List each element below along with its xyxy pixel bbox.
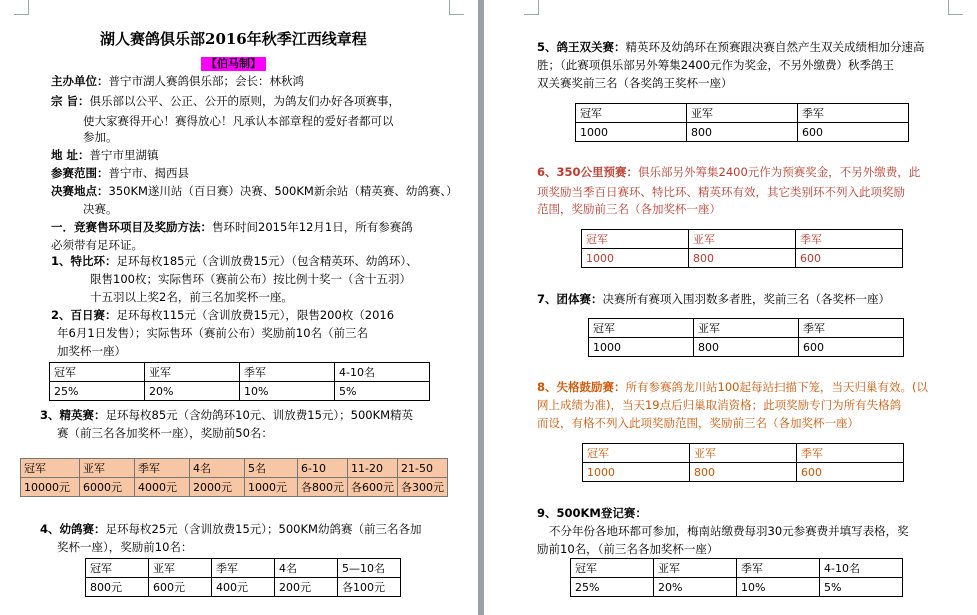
field-text: 加奖杯一座） (57, 344, 126, 358)
table-header-cell: 季军 (240, 363, 335, 382)
table-row (576, 123, 909, 142)
table-cell: 600 (797, 463, 904, 482)
table-row (86, 578, 401, 597)
text-line (549, 522, 909, 540)
table-header-cell: 亚军 (687, 104, 798, 123)
field-text: 精英环及幼鸽环在预赛跟决赛自然产生双关成绩相加分速高 (625, 40, 925, 54)
field-text: 售环时间2015年12月1日，所有参赛鸽 (212, 220, 413, 234)
field-label: 5、鸽王双关赛： (537, 40, 626, 54)
table-row (582, 230, 903, 249)
text-line (57, 424, 273, 442)
field-text: 十五羽以上奖2名，前三名加奖杯一座。 (90, 290, 293, 304)
table-cell: 20% (145, 382, 240, 401)
field-text: 而设，有格不列入此项奖励范围，奖励前三名（各加奖杯一座） (537, 416, 859, 430)
field-text: 胜；（此赛项俱乐部另外筹集2400元作为奖金，不另外缴费）秋季鸽王 (537, 58, 895, 72)
field-text: 使大家赛得开心！赛得放心！凡承认本部章程的爱好者都可以 (83, 114, 394, 128)
text-line (537, 414, 859, 432)
field-label: 7、团体赛： (537, 292, 603, 306)
table-row (582, 249, 903, 268)
field-text: 不分年份各地环都可参加，梅南站缴费每羽30元参赛费并填写表格，奖 (549, 524, 909, 538)
table-cell: 10% (737, 578, 820, 597)
text-line (40, 520, 421, 538)
text-line (90, 270, 411, 288)
table-header-cell: 4名 (190, 459, 245, 478)
table-header-cell: 4-10名 (820, 559, 903, 578)
field-text: 俱乐部以公平、公正、公开的原则，为鸽友们办好各项赛事， (89, 94, 401, 108)
field-label: 1、特比环： (51, 254, 117, 268)
field-label: 决赛地点： (51, 184, 109, 198)
field-text: 奖杯一座），奖励前10名： (57, 540, 193, 554)
table-cell: 10% (240, 382, 335, 401)
field-text: 决赛所有赛项入围羽数多者胜，奖前三名（各奖杯一座） (602, 292, 891, 306)
table-cell: 各100元 (338, 578, 401, 597)
table-header-cell: 11-20 (348, 459, 398, 478)
field-text: 赛（前三名各加奖杯一座），奖励前50名： (57, 426, 273, 440)
field-text: 励前10名，（前三名各加奖杯一座） (537, 542, 719, 556)
table-header-cell: 季军 (737, 559, 820, 578)
table-header-cell: 季军 (799, 319, 904, 338)
text-line (51, 218, 413, 236)
field-label: 3、精英赛： (40, 408, 106, 422)
field-text: 参加。 (83, 130, 118, 144)
field-text: 项奖励当季百日赛环、特比环、精英环有效，其它类别环不列入此项奖励 (537, 185, 905, 199)
table-header-cell: 5名 (245, 459, 298, 478)
table-cell: 1000元 (245, 478, 298, 497)
text-line (537, 540, 718, 558)
text-line (537, 163, 920, 181)
table-row (583, 444, 904, 463)
prize-table-fail-encourage (582, 443, 904, 482)
table-cell: 800 (687, 123, 798, 142)
text-line (51, 164, 189, 182)
table-row (589, 319, 904, 338)
text-line (537, 183, 905, 201)
table-header-cell: 冠军 (21, 459, 80, 478)
table-cell: 2000元 (190, 478, 245, 497)
table-cell: 5% (820, 578, 903, 597)
table-header-cell: 4名 (275, 559, 338, 578)
field-text: 普宁市里湖镇 (89, 148, 159, 162)
table-cell: 6000元 (80, 478, 135, 497)
table-cell: 各600元 (348, 478, 398, 497)
table-row (589, 338, 904, 357)
table-cell: 1000 (589, 338, 694, 357)
table-header-cell: 亚军 (149, 559, 212, 578)
table-header-cell: 冠军 (50, 363, 145, 382)
text-line (57, 324, 368, 342)
text-line (537, 56, 894, 74)
text-line (83, 112, 394, 130)
field-text: 所有参赛鸽龙川站100起每站扫描下笼，当天归巢有效。(以 (625, 380, 928, 394)
table-cell: 600 (796, 249, 903, 268)
field-label: 宗 旨： (51, 94, 90, 108)
table-row (50, 382, 430, 401)
table-cell: 各300元 (398, 478, 448, 497)
field-label: 主办单位： (51, 74, 109, 88)
field-label: 9、500KM登记赛： (537, 506, 647, 520)
page-corner-mark (948, 0, 963, 15)
field-text: 网上成绩为准)，当天19点后归巢取消资格；此项奖励专门为所有失格鸽 (537, 398, 902, 412)
table-header-cell: 亚军 (694, 319, 799, 338)
field-text: 普宁市、揭西县 (108, 166, 189, 180)
field-text: 双关赛奖前三名（各奖鸽王奖杯一座） (537, 76, 733, 90)
field-label: 2、百日赛： (51, 308, 117, 322)
text-line (537, 378, 928, 396)
text-line (51, 146, 159, 164)
table-cell: 各800元 (298, 478, 348, 497)
table-header-cell: 亚军 (689, 230, 796, 249)
table-header-cell: 冠军 (571, 559, 654, 578)
table-header-cell: 冠军 (582, 230, 689, 249)
field-label: 8、失格鼓励赛： (537, 380, 626, 394)
table-row (576, 104, 909, 123)
table-header-cell: 冠军 (576, 104, 687, 123)
text-line (51, 92, 400, 110)
table-header-cell: 亚军 (145, 363, 240, 382)
table-header-cell: 亚军 (690, 444, 797, 463)
field-label: 参赛范围： (51, 166, 109, 180)
table-header-cell: 季军 (212, 559, 275, 578)
field-text: 足环每枚25元（含训放费15元）；500KM幼鸽赛（前三名各加 (105, 522, 422, 536)
table-header-cell: 季军 (796, 230, 903, 249)
field-text: 范围，奖励前三名（各加奖杯一座） (537, 202, 721, 216)
text-line (537, 290, 890, 308)
table-cell: 600元 (149, 578, 212, 597)
field-text: 年6月1日发售）；实际售环（赛前公布）奖励前10名（前三名 (57, 326, 369, 340)
field-text: 普宁市湖人赛鸽俱乐部；会长：林秋鸿 (108, 74, 304, 88)
table-row (21, 478, 448, 497)
text-line (90, 288, 293, 306)
text-line (57, 538, 192, 556)
text-line (51, 72, 304, 90)
table-cell: 1000 (576, 123, 687, 142)
table-cell: 600 (799, 338, 904, 357)
field-text: 350KM遂川站（百日赛）决赛、500KM新余站（精英赛、幼鸽赛、） (108, 184, 458, 198)
table-cell: 25% (571, 578, 654, 597)
text-line (40, 406, 413, 424)
table-header-cell: 亚军 (654, 559, 737, 578)
table-header-cell: 冠军 (583, 444, 690, 463)
table-header-cell: 5—10名 (338, 559, 401, 578)
field-label: 6、350公里预赛： (537, 165, 639, 179)
table-row (21, 459, 448, 478)
table-cell: 400元 (212, 578, 275, 597)
text-line (51, 252, 418, 270)
table-cell: 800 (694, 338, 799, 357)
prize-table-jingying (20, 458, 448, 497)
page-corner-mark (449, 0, 464, 15)
field-text: 限售100枚；实际售环（赛前公布）按比例十奖一（含十五羽） (90, 272, 411, 286)
document-title: 湖人赛鸽俱乐部2016年秋季江西线章程 (100, 30, 367, 48)
text-line (83, 128, 118, 146)
table-header-cell: 冠军 (589, 319, 694, 338)
text-line (537, 74, 733, 92)
text-line (537, 200, 721, 218)
field-text: 必须带有足环证。 (51, 238, 143, 252)
table-header-cell: 6-10 (298, 459, 348, 478)
table-cell: 10000元 (21, 478, 80, 497)
text-line (537, 38, 925, 56)
field-text: 足环每枚185元（含训放费15元）（包含精英环、幼鸽环）、 (116, 254, 418, 268)
table-cell: 25% (50, 382, 145, 401)
text-line (51, 182, 458, 200)
field-text: 俱乐部另外筹集2400元作为预赛奖金，不另外缴费，此 (638, 165, 921, 179)
prize-table-350-prelim (581, 229, 903, 268)
table-cell: 800 (690, 463, 797, 482)
prize-table-youge (85, 558, 401, 597)
table-row (50, 363, 430, 382)
field-text: 足环每枚115元（含训放费15元），限售200枚（2016 (116, 308, 395, 322)
format-tag: 【伯马制】 (201, 57, 266, 71)
text-line (537, 396, 901, 414)
table-header-cell: 季军 (135, 459, 190, 478)
field-text: 决赛。 (83, 202, 118, 216)
table-cell: 1000 (582, 249, 689, 268)
table-header-cell: 亚军 (80, 459, 135, 478)
table-cell: 5% (335, 382, 430, 401)
field-label: 一．竞赛售环项目及奖励方法： (51, 220, 212, 234)
text-line (83, 200, 118, 218)
page-corner-mark (524, 0, 539, 15)
field-label: 4、幼鸽赛： (40, 522, 106, 536)
table-row (86, 559, 401, 578)
table-cell: 600 (798, 123, 909, 142)
prize-table-team (588, 318, 904, 357)
text-line (537, 504, 647, 522)
table-header-cell: 21-50 (398, 459, 448, 478)
table-header-cell: 季军 (797, 444, 904, 463)
table-row (571, 559, 903, 578)
field-text: 足环每枚85元（含幼鸽环10元、训放费15元）；500KM精英 (105, 408, 414, 422)
table-row (583, 463, 904, 482)
table-cell: 20% (654, 578, 737, 597)
page-corner-mark (14, 0, 29, 15)
table-cell: 4000元 (135, 478, 190, 497)
table-header-cell: 冠军 (86, 559, 149, 578)
document-page-right (484, 0, 977, 615)
prize-table-double (575, 103, 909, 142)
table-cell: 1000 (583, 463, 690, 482)
table-row (571, 578, 903, 597)
table-cell: 200元 (275, 578, 338, 597)
document-page-left (0, 0, 478, 615)
table-header-cell: 4-10名 (335, 363, 430, 382)
table-cell: 800 (689, 249, 796, 268)
text-line (57, 342, 126, 360)
prize-table-registration (570, 558, 903, 597)
table-header-cell: 季军 (798, 104, 909, 123)
field-label: 地 址： (51, 148, 90, 162)
table-cell: 800元 (86, 578, 149, 597)
prize-table-bairi (49, 362, 430, 401)
text-line (51, 306, 394, 324)
